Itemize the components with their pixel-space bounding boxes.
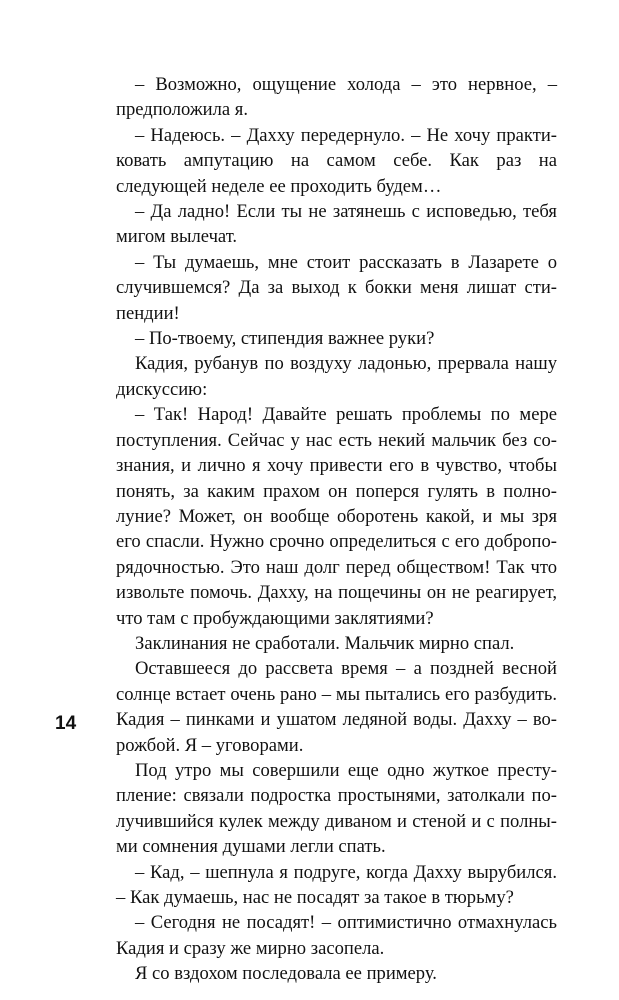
paragraph: Заклинания не сработали. Мальчик мирно спал. — [135, 632, 515, 654]
paragraph: – Кад, – шепнула я подруге, когда Дахху вырубился. – Как думаешь, нас не посадят за такое в тюрьму? — [116, 861, 557, 908]
paragraph: – Да ладно! Если ты не затянешь с исповедью, тебя мигом вылечат. — [116, 201, 557, 248]
paragraph: – Так! Народ! Давайте решать проблемы по мере поступления. Сейчас у нас есть некий мальчик без сознания, и лично я хочу привести его в чувство, чтобы понять, за каким прахом он поперся гулять в полнолуние? Может, он вообще оборотень какой, и мы зря его спасли. Нужно срочно определиться с его добропорядочностью. Это наш долг перед обществом! Так что извольте помочь. Дахху, на пощечины он не реагирует, что там с пробуждающими заклятиями? — [116, 404, 557, 629]
paragraph: Я со вздохом последовала ее примеру. — [135, 963, 437, 985]
paragraph: Кадия, рубанув по воздуху ладонью, прервала нашу дискуссию: — [116, 353, 557, 400]
paragraph: Под утро мы совершили еще одно жуткое преступление: связали подростка простынями, затолкали получившийся кулек между диваном и стеной и с полными сомнения душами легли спать. — [116, 759, 557, 858]
page-number: 14 — [55, 713, 77, 734]
page-text — [116, 72, 557, 987]
paragraph: – По-твоему, стипендия важнее руки? — [135, 328, 435, 350]
paragraph: – Надеюсь. – Дахху передернуло. – Не хочу практиковать ампутацию на самом себе. Как раз на следующей неделе ее проходить будем… — [116, 124, 557, 197]
paragraph: – Ты думаешь, мне стоит рассказать в Лазарете о случившемся? Да за выход к бокки меня лишат стипендии! — [116, 251, 557, 324]
paragraph: Оставшееся до рассвета время – а поздней весной солнце встает очень рано – мы пытались его разбудить. Кадия – пинками и ушатом ледяной воды. Дахху – ворожбой. Я – уговорами. — [116, 658, 557, 756]
paragraph: – Сегодня не посадят! – оптимистично отмахнулась Кадия и сразу же мирно засопела. — [116, 912, 557, 959]
paragraph: – Возможно, ощущение холода – это нервное, – предположила я. — [116, 74, 557, 121]
